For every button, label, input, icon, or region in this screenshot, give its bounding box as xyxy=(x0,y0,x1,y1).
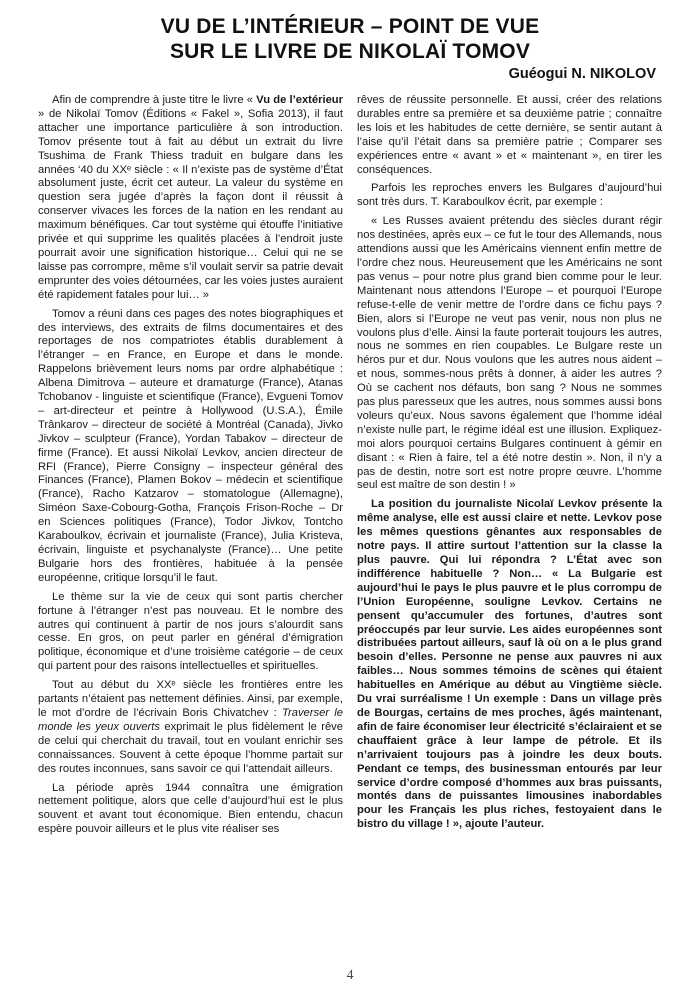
left-column xyxy=(38,94,343,842)
title-line-1: VU DE L’INTÉRIEUR – POINT DE VUE xyxy=(160,15,540,38)
right-column xyxy=(357,94,662,842)
article-body xyxy=(38,94,662,842)
quote-paragraph: « Les Russes avaient prétendu des siècles durant régir nos destinées, après eux – ce fut le tour des Allemands, nous attendions aussi que les Américains viennent enfin mettre de l’ordre chez nous. Heureusement que les Américains ne sont pas venus – pour notre plus grand bien comme pour le leur. Maintenant nous attendons l’Europe – et pourquoi l’Europe refuse-t-elle de venir mettre de l’ordre dans ce fichu pays ? Bien, alors si l’Europe ne veut pas venir, nous non plus ne voulons plus d’elle. Ainsi la faute porterait toujours les autres, nous ne sommes en rien coupables. Le Bulgare reste un héros pur et dur. Nous voulons que les autres nous aident – et nous, sommes-nous prêts à donner, à aider les autres ? Où se cachent nos défauts, bon sang ? Nous ne sommes pas plus paresseux que les autres, nous sommes aussi bons voleurs qu’eux. Nous savons également que l’homme idéal n’existe nulle part, le régime idéal est une illusion. Expliquez-moi alors pourquoi certains Bulgares continuent à gémir en disant : « Rien à faire, tel a été notre destin ». Non, il n’y a pas de destin, notre sort est notre propre œuvre. L’homme seul est maître de son destin ! » xyxy=(357,215,662,492)
quoted-motto: Traverser le monde les yeux ouverts xyxy=(38,706,343,733)
paragraph-text: Tout au début du XXᵉ siècle les frontières entre les partants n’étaient pas nettement définies. Ainsi, par exemple, le mot d’ordre de l’écrivain Boris Chivatchev : xyxy=(38,679,343,719)
paragraph-text: Afin de comprendre à juste titre le livre « xyxy=(52,94,257,106)
title-line-2: SUR LE LIVRE DE NIKOLAÏ TOMOV xyxy=(169,40,531,63)
book-title: Vu de l’extérieur xyxy=(256,94,343,106)
author-byline: Guéogui N. NIKOLOV xyxy=(508,66,656,82)
paragraph: Tomov a réuni dans ces pages des notes biographiques et des interviews, des extraits de films documentaires et des reportages de nos compatriotes établis durablement à l’étranger – en France, en Europe et dans le monde. Rappelons brièvement leurs noms par ordre alphabétique : Albena Dimitrova – auteure et dramaturge (France), Atanas Tchobanov - linguiste et scientifique (France), Evgueni Tomov – art-directeur et peintre à Hollywood (U.S.A.), Émile Trânkarov – directeur de société à Montréal (Canada), Jivko Jivkov – sculpteur (France), Yordan Tabakov – directeur de firme (France). Et aussi Nikolaï Levkov, ancien directeur de RFI (France), Pierre Consigny – inspecteur général des Finances (France), Plamen Bokov – médecin et scientifique (France), Racho Katzarov – stomatologue (Allemagne), Siméon Saxe-Cobourg-Gotha, François Frison-Roche – Dr en Sciences politiques (France), Todor Jivkov, Tontcho Karaboulkov, écrivain et journaliste (France), Julia Kristeva, écrivain, linguiste et psychanalyste (France)… Une petite Bulgarie hors des frontières, habituée à la pensée européenne, critique lorsqu’il le faut. xyxy=(38,307,343,584)
paragraph: rêves de réussite personnelle. Et aussi, créer des relations durables entre sa première et sa deuxième patrie ; connaître les lois et les habitudes de cette dernière, se sentir autant à l’aise qu’il l’était dans sa première patrie ; Comparer ses expériences entre « avant » et « maintenant », en tirer les conséquences. xyxy=(357,94,662,176)
paragraph xyxy=(38,679,343,776)
page-number: 4 xyxy=(346,968,354,983)
paragraph: La période après 1944 connaîtra une émigration nettement politique, alors que celle d’aujourd’hui est le plus souvent et avant tout économique. Bien entendu, chacun espère pouvoir ailleurs et le plus vite réaliser ses xyxy=(38,781,343,836)
paragraph xyxy=(38,94,343,303)
article-title xyxy=(38,14,662,64)
paragraph: Parfois les reproches envers les Bulgares d’aujourd’hui sont très durs. T. Karaboulkov écrit, par exemple : xyxy=(357,182,662,209)
paragraph-text: exprimait le plus fidèlement le rêve de celui qui cherchait du travail, tout en voulant enrichir ses connaissances. Souvent à cette époque l’homme partait sur des routes inconnues, sans savoir ce qui l’attendait ailleurs. xyxy=(38,720,343,775)
bold-paragraph: La position du journaliste Nicolaï Levkov présente la même analyse, elle est aussi claire et nette. Levkov pose les mêmes questions gênantes aux responsables de notre pays. Il attire surtout l’attention sur la classe la plus pauvre. Qui lui répondra ? L’État avec son indifférence habituelle ? Non… « La Bulgarie est aujourd’hui le pays le plus pauvre et le plus corrompu de l’Union Européenne, souligne Levkov. Certains ne pensent qu’accumuler des fortunes, d’autres sont préoccupés par leur survie. Les aides européennes sont distribuées partout ailleurs, sauf là où on a le plus grand besoin d’elles. Personne ne pense aux pauvres ni aux faibles… Nous sommes témoins de scènes qui étaient habituelles en Amérique au début au Vingtième siècle. Du vrai surréalisme ! Un exemple : Dans un village près de Bourgas, certains de mes proches, âgés maintenant, afin de faire économiser leur électricité s’éclairaient et se chauffaient grâce à leur lampe de pétrole. Et ils n’arrivaient toujours pas à joindre les deux bouts. Pendant ce temps, des businessman entourés par leur service d’ordre composé d’hommes aux bras puissants, montés dans de puissantes limousines inabordables pour les Français les plus riches, festoyaient dans le bistro du village ! », ajoute l’auteur. xyxy=(357,498,662,831)
paragraph-text: » de Nikolaï Tomov (Éditions « Fakel », Sofia 2013), il faut attacher une importance particulière à son introduction. Tomov présente tout à fait au début un extrait du livre Tsushima de Frank Thiess traduit en bulgare dans les années ‘40 du XXᵉ siècle : « Il n’existe pas de système d’État absolument juste, écrit cet auteur. La valeur du système en question sera jugée d’après la façon dont il réussit à conserver vivaces les forces de la nation en les rendant au maximum bénéfiques. Car tout système qui étouffe l’initiative privée et qui supprime les qualités placées à l’endroit juste pourrait avoir une signification historique… Celui qui ne se laisse pas corrompre, même s’il voulait servir sa patrie devait emprunter des voies détournées, car les voies justes auraient été rapidement fatales pour lui… » xyxy=(38,107,343,301)
paragraph: Le thème sur la vie de ceux qui sont partis chercher fortune à l’étranger n’est pas nouveau. Et le nombre des autres qui continuent à partir de nos jours s’alourdit sans cesse. En gros, on peut parler en général d’émigration politique, économique et d’une troisième catégorie – de ceux qui partent pour des raisons intellectuelles et spirituelles. xyxy=(38,590,343,673)
